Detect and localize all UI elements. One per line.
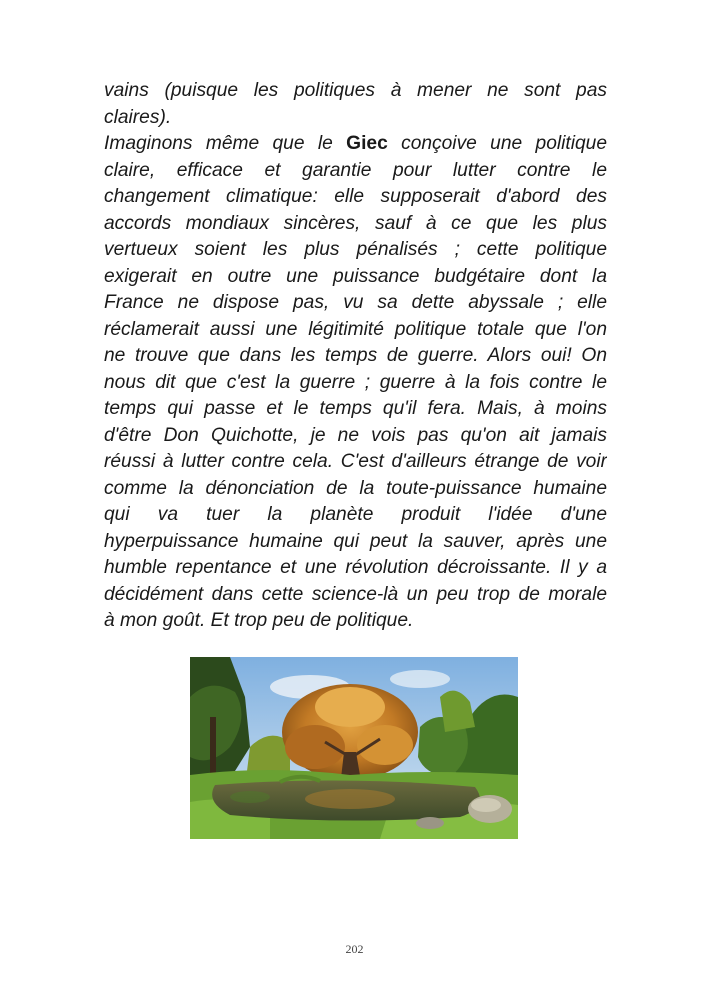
text-line: hyperpuissance humaine qui peut la sauver, après une — [104, 530, 607, 552]
text-line: accords mondiaux sincères, sauf à ce que les plus — [104, 212, 607, 234]
text-line: ne trouve que dans les temps de guerre. Alors oui! On — [104, 345, 607, 366]
text-line: claire, efficace et garantie pour lutter contre le — [104, 159, 607, 181]
text-line: nous dit que c'est la guerre ; guerre à la fois contre le — [104, 371, 607, 393]
text-line: France ne dispose pas, vu sa dette abyssale ; elle — [104, 292, 607, 313]
text-line: claires). — [104, 106, 172, 128]
text-line: d'être Don Quichotte, je ne vois pas qu'on ait jamais — [104, 424, 607, 446]
body-text — [104, 78, 607, 635]
autumn-park-photo — [190, 657, 518, 839]
text-line: comme la dénonciation de la toute-puissance humaine — [104, 477, 607, 499]
text-line: vertueux soient les plus pénalisés ; cette politique — [104, 239, 607, 260]
text-run: conçoive une politique — [387, 133, 607, 154]
giec-bold-term: Giec — [346, 133, 388, 154]
text-line: décidément dans cette science-là un peu trop de morale — [104, 583, 607, 605]
text-line: qui va tuer la planète produit l'idée d'une — [104, 504, 607, 525]
text-line: temps qui passe et le temps qu'il fera. Mais, à moins — [104, 398, 607, 419]
text-line: exigerait en outre une puissance budgétaire dont la — [104, 265, 607, 287]
text-line: réussi à lutter contre cela. C'est d'ailleurs étrange de voir — [104, 451, 607, 472]
text-run: Imaginons même que le — [104, 133, 347, 154]
text-line: humble repentance et une révolution décroissante. Il y a — [104, 557, 607, 578]
text-line-with-bold — [104, 131, 607, 158]
text-line: changement climatique: elle supposerait d'abord des — [104, 186, 607, 207]
text-line: réclamerait aussi une légitimité politique totale que l'on — [104, 318, 607, 340]
text-line: à mon goût. Et trop peu de politique. — [104, 610, 414, 631]
page-number: 202 — [345, 942, 364, 956]
text-line: vains (puisque les politiques à mener ne sont pas — [104, 80, 607, 101]
autumn-park-illustration — [190, 657, 518, 839]
